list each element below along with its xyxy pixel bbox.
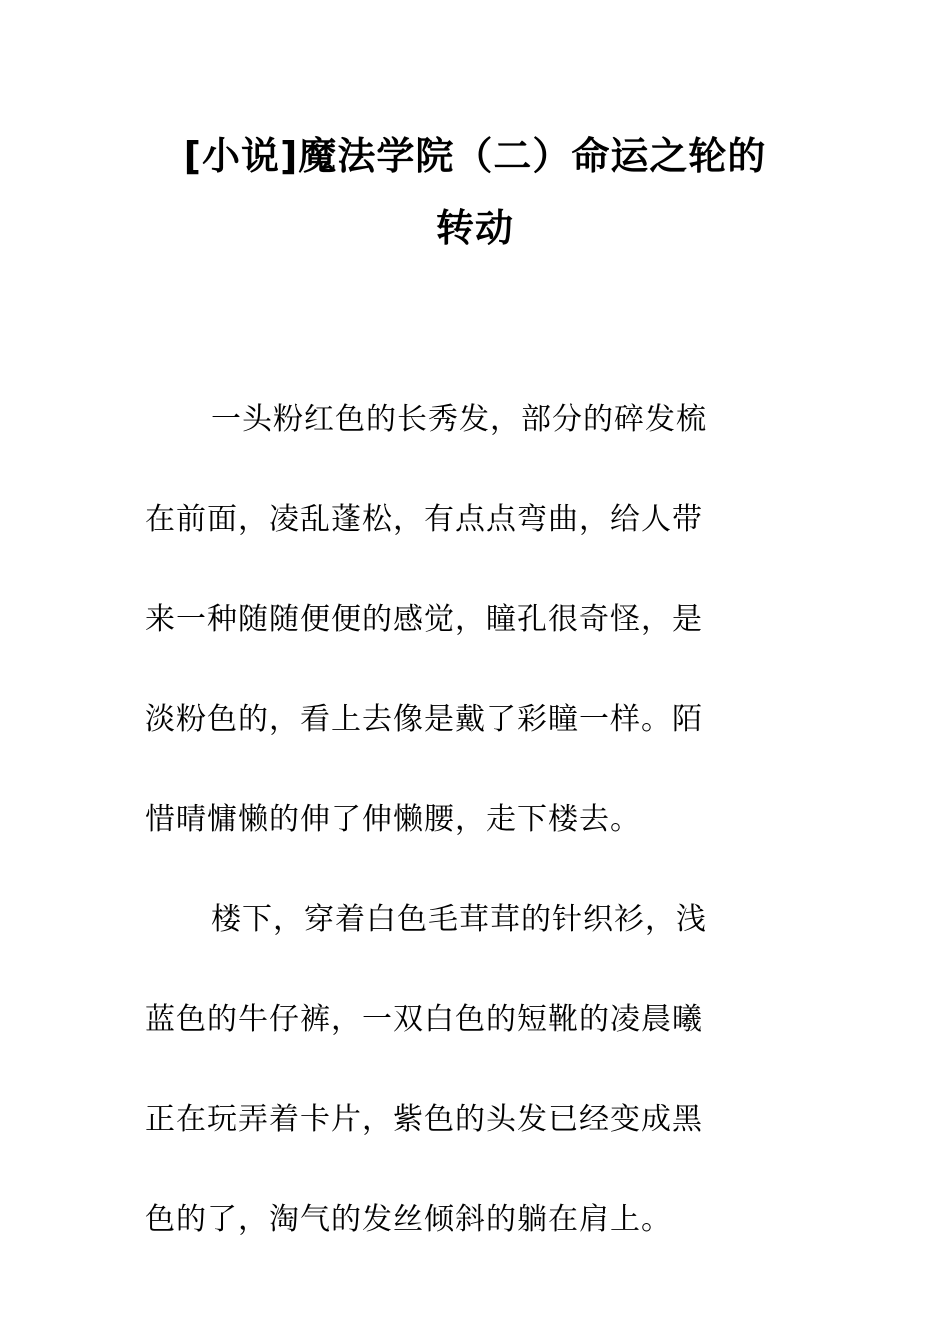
paragraph-1-line-4: 淡粉色的，看上去像是戴了彩瞳一样。陌 [145, 702, 703, 737]
paragraph-1 [145, 370, 785, 870]
title-line-1: [小说]魔法学院（二）命运之轮的 [183, 134, 767, 178]
paragraph-1-line-2: 在前面，凌乱蓬松，有点点弯曲，给人带 [145, 502, 703, 537]
paragraph-2-line-2: 蓝色的牛仔裤，一双白色的短靴的凌晨曦 [145, 1002, 703, 1037]
paragraph-1-line-3: 来一种随随便便的感觉，瞳孔很奇怪，是 [145, 602, 703, 637]
document-body [145, 370, 785, 1270]
paragraph-2-line-4: 色的了，淘气的发丝倾斜的躺在肩上。 [145, 1202, 672, 1237]
paragraph-2-line-1: 楼下，穿着白色毛茸茸的针织衫，浅 [211, 902, 707, 937]
paragraph-2 [145, 870, 785, 1270]
document-title [145, 120, 805, 264]
paragraph-1-line-1: 一头粉红色的长秀发，部分的碎发梳 [211, 402, 707, 437]
paragraph-2-line-3: 正在玩弄着卡片，紫色的头发已经变成黑 [145, 1102, 703, 1137]
paragraph-1-line-5: 惜晴慵懒的伸了伸懒腰，走下楼去。 [145, 802, 641, 837]
title-line-2: 转动 [435, 206, 514, 250]
